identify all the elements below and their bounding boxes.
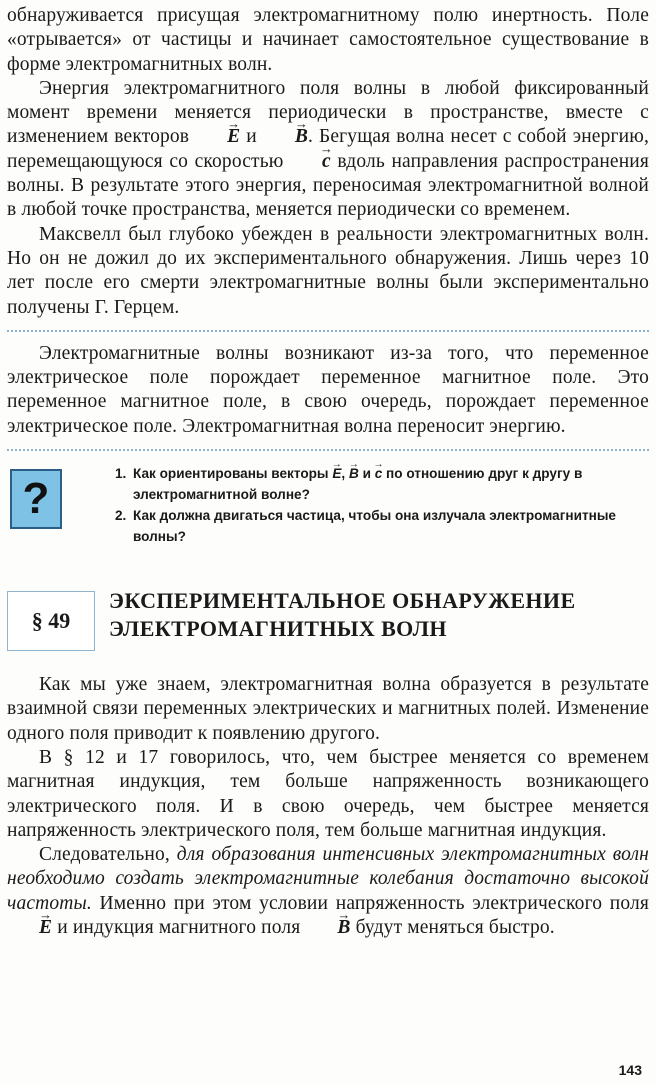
question-2	[115, 505, 649, 547]
paragraph-5: В § 12 и 17 говорилось, что, чем быстрее меняется со временем магнитная индукция, тем больше напряженность возникающего электрического поля. И в свою очередь, чем быстрее меняется напряженность электрического поля, тем больше магнитная индукция.	[7, 746, 649, 841]
paragraph-2-text-c: вдоль направления распространения волны. В результате этого энергия, переносимая электромагнитной волной в любой точке пространства, меняется периодически со временем.	[7, 150, 650, 221]
paragraph-2-and: и	[246, 126, 257, 148]
questions-divider	[7, 449, 649, 451]
question-1-number: 1.	[115, 466, 127, 482]
section-heading	[7, 587, 649, 655]
question-2-text: Как должна двигаться частица, чтобы она излучала электромагнитные волны?	[133, 508, 616, 545]
question-1-vector-c: → c	[375, 463, 383, 484]
paragraph-2	[7, 77, 649, 223]
summary-divider	[7, 330, 649, 332]
paragraph-2-text-b: . Бегущая волна несет с собой энергию, перемещающуюся со скоростью	[7, 126, 649, 172]
paragraph-1: обнаруживается присущая электромагнитному полю инертность. Поле «отрывается» от частицы и начинает самостоятельное существование в форме электромагнитных волн.	[7, 5, 649, 75]
summary-block	[7, 342, 649, 439]
paragraph-6	[7, 843, 649, 940]
paragraph-6-vector-e: → E	[7, 916, 52, 940]
section-number-box: § 49	[7, 591, 95, 651]
paragraph-6-text-c: и индукция магнитного поля	[57, 917, 301, 939]
questions-block	[7, 449, 649, 545]
section-title-line-1: ЭКСПЕРИМЕНТАЛЬНОЕ ОБНАРУЖЕНИЕ	[109, 588, 576, 614]
question-1-text-b: по отношению друг к другу в электромагнитной волне?	[133, 466, 583, 503]
page-content	[7, 4, 649, 940]
questions-list	[115, 463, 649, 547]
section-title	[109, 587, 649, 643]
question-1-vector-e: → E	[332, 463, 341, 484]
question-1	[115, 463, 649, 505]
question-2-number: 2.	[115, 508, 127, 524]
paragraph-6-italic: для образования интенсивных электромагнитных волн необходимо создать электромагнитные колебания достаточно высокой частоты.	[7, 844, 649, 914]
vector-e-symbol: → E	[195, 125, 240, 149]
page-number: 143	[618, 1062, 642, 1078]
question-1-text-a: Как ориентированы векторы	[133, 466, 329, 482]
summary-text: Электромагнитные волны возникают из-за того, что переменное электрическое поле порождает переменное магнитное поле. Это переменное магнитное поле, в свою очередь, порождает переменное электрическое поле. Электромагнитная волна переносит энергию.	[7, 342, 649, 437]
paragraph-3: Максвелл был глубоко убежден в реальности электромагнитных волн. Но он не дожил до их экспериментального обнаружения. Лишь через 10 лет после его смерти электромагнитные волны были экспериментально получены Г. Герцем.	[7, 223, 649, 318]
paragraph-6-text-a: Следовательно,	[39, 844, 170, 866]
question-1-vector-b: → B	[349, 463, 359, 484]
vector-b-symbol: → B	[263, 125, 308, 149]
paragraph-6-vector-b: → B	[305, 916, 350, 940]
question-1-and: и	[362, 466, 371, 482]
paragraph-2-text-a: Энергия электромагнитного поля волны в любой фиксированный момент времени меняется периодически в пространстве, вместе с изменением векторов	[7, 77, 649, 148]
question-mark-icon: ?	[10, 469, 62, 529]
section-body	[7, 673, 649, 940]
paragraph-4: Как мы уже знаем, электромагнитная волна образуется в результате взаимной связи переменных электрических и магнитных полей. Изменение одного поля приводит к появлению другого.	[7, 674, 649, 744]
vector-c-symbol: → c	[290, 150, 331, 174]
question-1-sep: ,	[341, 466, 346, 482]
paragraph-6-text-b: Именно при этом условии напряженность электрического поля	[99, 892, 649, 914]
section-title-line-2: ЭЛЕКТРОМАГНИТНЫХ ВОЛН	[109, 616, 447, 642]
paragraph-6-text-d: будут меняться быстро.	[355, 917, 555, 939]
